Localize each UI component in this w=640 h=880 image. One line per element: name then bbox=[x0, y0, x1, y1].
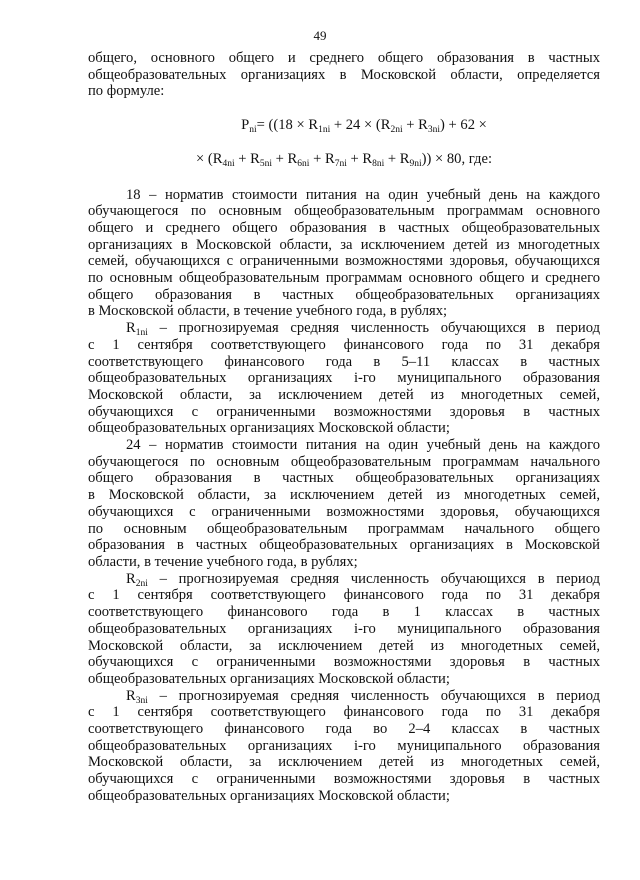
formula-text: + R bbox=[384, 150, 410, 167]
formula-text: )) × 80, где: bbox=[421, 150, 492, 167]
body-text bbox=[88, 50, 600, 805]
text-line: обучающихся с ограниченными возможностями здоровья в частных bbox=[88, 403, 600, 420]
variable-subscript: 3ni bbox=[135, 695, 148, 706]
formula-subscript: 1ni bbox=[318, 125, 331, 136]
text-line: семей, обучающихся с ограниченными возможностями здоровья, обучающихся bbox=[88, 253, 600, 270]
formula-subscript: 4ni bbox=[222, 158, 235, 169]
formula-text: P bbox=[241, 117, 250, 134]
text-line: общеобразовательных организациях Московской области; bbox=[88, 420, 450, 437]
line-text: – прогнозируемая средняя численность обучающихся в период bbox=[147, 320, 600, 337]
formula-line-2 bbox=[88, 151, 600, 168]
text-line: соответствующего финансового года в 5–11 классах в частных bbox=[88, 353, 600, 370]
text-line: по основным общеобразовательным программам основного общего и среднего bbox=[88, 270, 600, 287]
formula-subscript: 3ni bbox=[427, 125, 441, 136]
formula-text: × (R bbox=[195, 150, 223, 167]
text-line: с 1 сентября соответствующего финансового года по 31 декабря bbox=[88, 704, 600, 721]
text-line: обучающегося по основным общеобразовательным программам основного bbox=[88, 203, 600, 220]
formula-text: + R bbox=[234, 150, 260, 167]
formula-subscript: 6ni bbox=[297, 158, 310, 169]
formula-text: + R bbox=[272, 150, 298, 167]
text-line: общего образования в частных общеобразовательных организациях bbox=[88, 470, 600, 487]
text-line: образования в частных общеобразовательных организациях в Московской bbox=[88, 537, 600, 554]
line-text: – прогнозируемая средняя численность обучающихся в период bbox=[147, 687, 600, 704]
formula-subscript: 7ni bbox=[334, 158, 347, 169]
text-line: общего и среднего общего образования в частных общеобразовательных bbox=[88, 219, 600, 236]
text-line: обучающегося по основным общеобразовательным программам начального bbox=[88, 453, 600, 470]
text-line: общеобразовательных организациях i-го муниципального образования bbox=[88, 370, 600, 387]
intro-paragraph bbox=[88, 50, 600, 100]
text-line: в Московской области, в течение учебного года, в рублях; bbox=[88, 303, 448, 320]
text-line: области, в течение учебного года, в рублях; bbox=[88, 553, 358, 570]
text-line: обучающихся с ограниченными возможностями здоровья, обучающихся bbox=[88, 503, 600, 520]
text-line: общеобразовательных организациях i-го муниципального образования bbox=[88, 620, 600, 637]
text-line: организациях в Московской области, за исключением детей из многодетных bbox=[88, 236, 600, 253]
text-line: обучающихся с ограниченными возможностями здоровья в частных bbox=[88, 654, 600, 671]
formula-subscript: 9ni bbox=[409, 158, 422, 169]
variable-subscript: 2ni bbox=[135, 578, 148, 589]
text-line bbox=[88, 688, 600, 705]
formula-subscript: 5ni bbox=[259, 158, 273, 169]
variable-subscript: 1ni bbox=[135, 328, 148, 339]
formula-text: = ((18 × R bbox=[256, 117, 319, 134]
text-line: обучающихся с ограниченными возможностями здоровья в частных bbox=[88, 771, 600, 788]
formula-line-1 bbox=[88, 117, 600, 134]
text-line: 18 – норматив стоимости питания на один учебный день на каждого bbox=[126, 186, 600, 203]
formula-text: ) + 62 × bbox=[440, 117, 487, 134]
formula-subscript: 2ni bbox=[390, 125, 403, 136]
text-line: общеобразовательных организациях Московской области; bbox=[88, 787, 450, 804]
formula-text: + 24 × (R bbox=[330, 117, 391, 134]
text-line: Московской области, за исключением детей из многодетных семей, bbox=[88, 754, 600, 771]
definition-24 bbox=[88, 437, 600, 571]
intro-line: общего, основного общего и среднего общего образования в частных bbox=[88, 50, 600, 66]
variable-symbol: R bbox=[126, 570, 136, 587]
definition-r1ni bbox=[88, 320, 600, 437]
definition-r3ni bbox=[88, 688, 600, 805]
text-line: в Московской области, за исключением детей из многодетных семей, bbox=[88, 487, 600, 504]
formula-text: + R bbox=[309, 150, 335, 167]
intro-line: по формуле: bbox=[88, 83, 165, 100]
formula-text: + R bbox=[402, 117, 428, 134]
text-line: Московской области, за исключением детей из многодетных семей, bbox=[88, 637, 600, 654]
definition-18 bbox=[88, 187, 600, 321]
text-line: с 1 сентября соответствующего финансового года по 31 декабря bbox=[88, 336, 600, 353]
text-line: общеобразовательных организациях i-го муниципального образования bbox=[88, 737, 600, 754]
formula-text: + R bbox=[346, 150, 373, 167]
variable-symbol: R bbox=[126, 320, 136, 337]
page-number: 49 bbox=[313, 28, 327, 43]
text-line: общеобразовательных организациях Московской области; bbox=[88, 670, 450, 687]
formula-subscript: 8ni bbox=[372, 158, 385, 169]
text-line: по основным общеобразовательным программам начального общего bbox=[88, 520, 600, 537]
text-line: соответствующего финансового года во 2–4 классах в частных bbox=[88, 721, 600, 738]
definition-r2ni bbox=[88, 571, 600, 688]
text-line: с 1 сентября соответствующего финансового года по 31 декабря bbox=[88, 587, 600, 604]
variable-symbol: R bbox=[126, 687, 136, 704]
text-line: 24 – норматив стоимости питания на один учебный день на каждого bbox=[126, 437, 600, 454]
text-line: общего образования в частных общеобразовательных организациях bbox=[88, 286, 600, 303]
text-line: Московской области, за исключением детей из многодетных семей, bbox=[88, 386, 600, 403]
text-line bbox=[88, 320, 600, 337]
text-line bbox=[88, 571, 600, 588]
text-line: соответствующего финансового года в 1 классах в частных bbox=[88, 604, 600, 621]
formula-subscript: ni bbox=[249, 125, 257, 136]
intro-line: общеобразовательных организациях в Московской области, определяется bbox=[88, 66, 600, 83]
line-text: – прогнозируемая средняя численность обучающихся в период bbox=[147, 570, 600, 587]
